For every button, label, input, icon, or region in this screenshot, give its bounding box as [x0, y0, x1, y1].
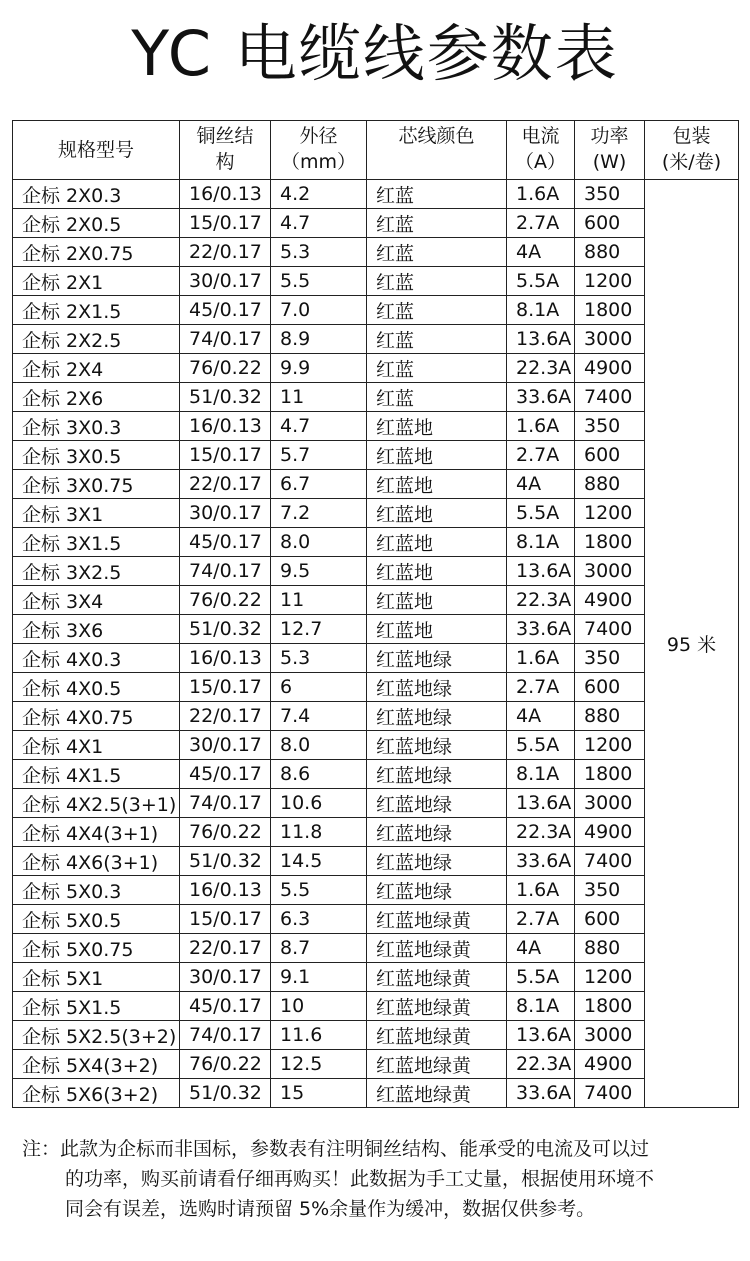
cell-wire: 76/0.22 [180, 818, 271, 847]
cell-core-color: 红蓝地绿 [367, 847, 507, 876]
cell-current: 4A [507, 470, 575, 499]
cell-core-color: 红蓝 [367, 180, 507, 209]
table-row [13, 1079, 739, 1108]
cell-current: 33.6A [507, 383, 575, 412]
table-row [13, 325, 739, 354]
cell-model: 企标 5X2.5(3+2) [13, 1021, 180, 1050]
table-row [13, 818, 739, 847]
cell-outer-diameter: 10 [271, 992, 367, 1021]
cell-model: 企标 5X1.5 [13, 992, 180, 1021]
cell-wire: 45/0.17 [180, 296, 271, 325]
cell-current: 4A [507, 238, 575, 267]
table-row [13, 267, 739, 296]
cell-wire: 16/0.13 [180, 876, 271, 905]
cell-model: 企标 4X0.5 [13, 673, 180, 702]
cell-model: 企标 3X1 [13, 499, 180, 528]
cell-power: 1200 [575, 267, 645, 296]
cell-power: 1200 [575, 499, 645, 528]
cell-core-color: 红蓝地绿 [367, 644, 507, 673]
table-row [13, 470, 739, 499]
cell-current: 13.6A [507, 325, 575, 354]
cell-power: 880 [575, 470, 645, 499]
cell-wire: 76/0.22 [180, 1050, 271, 1079]
cell-core-color: 红蓝地绿 [367, 760, 507, 789]
cell-outer-diameter: 6.3 [271, 905, 367, 934]
cell-power: 1800 [575, 528, 645, 557]
cell-outer-diameter: 5.3 [271, 644, 367, 673]
cell-outer-diameter: 4.2 [271, 180, 367, 209]
cell-wire: 45/0.17 [180, 760, 271, 789]
cell-current: 13.6A [507, 789, 575, 818]
cell-power: 880 [575, 934, 645, 963]
cell-model: 企标 4X2.5(3+1) [13, 789, 180, 818]
cell-core-color: 红蓝 [367, 296, 507, 325]
table-row [13, 296, 739, 325]
cell-core-color: 红蓝地绿 [367, 673, 507, 702]
header-row [13, 121, 739, 180]
cell-outer-diameter: 8.0 [271, 528, 367, 557]
cell-core-color: 红蓝地 [367, 470, 507, 499]
cell-current: 1.6A [507, 876, 575, 905]
cell-wire: 74/0.17 [180, 789, 271, 818]
cell-wire: 30/0.17 [180, 963, 271, 992]
cell-wire: 15/0.17 [180, 673, 271, 702]
cell-core-color: 红蓝 [367, 238, 507, 267]
cell-outer-diameter: 8.9 [271, 325, 367, 354]
table-row [13, 934, 739, 963]
table-row [13, 992, 739, 1021]
cell-model: 企标 5X0.5 [13, 905, 180, 934]
cell-wire: 76/0.22 [180, 586, 271, 615]
cell-current: 2.7A [507, 905, 575, 934]
cell-power: 1800 [575, 760, 645, 789]
cell-outer-diameter: 11 [271, 586, 367, 615]
cell-wire: 51/0.32 [180, 847, 271, 876]
cell-wire: 15/0.17 [180, 441, 271, 470]
cell-core-color: 红蓝地绿黄 [367, 1021, 507, 1050]
cell-model: 企标 3X2.5 [13, 557, 180, 586]
cell-core-color: 红蓝地 [367, 557, 507, 586]
cell-model: 企标 3X0.75 [13, 470, 180, 499]
cell-outer-diameter: 15 [271, 1079, 367, 1108]
cell-core-color: 红蓝 [367, 325, 507, 354]
cell-power: 350 [575, 644, 645, 673]
cell-outer-diameter: 9.9 [271, 354, 367, 383]
cell-outer-diameter: 7.2 [271, 499, 367, 528]
cell-current: 22.3A [507, 818, 575, 847]
cell-model: 企标 2X2.5 [13, 325, 180, 354]
cell-power: 4900 [575, 586, 645, 615]
cell-wire: 15/0.17 [180, 905, 271, 934]
cell-core-color: 红蓝地绿黄 [367, 934, 507, 963]
table-row [13, 1050, 739, 1079]
cell-core-color: 红蓝地绿 [367, 702, 507, 731]
cell-model: 企标 2X1 [13, 267, 180, 296]
cell-core-color: 红蓝地 [367, 412, 507, 441]
cell-model: 企标 2X4 [13, 354, 180, 383]
cell-wire: 16/0.13 [180, 644, 271, 673]
cell-power: 4900 [575, 1050, 645, 1079]
cell-outer-diameter: 12.5 [271, 1050, 367, 1079]
cell-outer-diameter: 4.7 [271, 209, 367, 238]
table-row [13, 702, 739, 731]
spec-table [12, 120, 739, 1108]
cell-outer-diameter: 5.5 [271, 876, 367, 905]
table-row [13, 673, 739, 702]
cell-wire: 74/0.17 [180, 325, 271, 354]
cell-current: 22.3A [507, 354, 575, 383]
table-row [13, 441, 739, 470]
cell-wire: 45/0.17 [180, 528, 271, 557]
header-current: 电流 （A） [507, 121, 575, 180]
cell-current: 5.5A [507, 267, 575, 296]
cell-current: 22.3A [507, 1050, 575, 1079]
cell-core-color: 红蓝地绿黄 [367, 905, 507, 934]
header-power: 功率 (W) [575, 121, 645, 180]
footnote-line: 注：此款为企标而非国标，参数表有注明铜丝结构、能承受的电流及可以过 [22, 1138, 650, 1160]
table-row [13, 644, 739, 673]
cell-current: 2.7A [507, 441, 575, 470]
cell-current: 33.6A [507, 847, 575, 876]
cell-outer-diameter: 8.6 [271, 760, 367, 789]
table-row [13, 383, 739, 412]
cell-model: 企标 4X4(3+1) [13, 818, 180, 847]
cell-current: 4A [507, 702, 575, 731]
cell-core-color: 红蓝 [367, 354, 507, 383]
cell-wire: 51/0.32 [180, 383, 271, 412]
table-row [13, 615, 739, 644]
cell-wire: 45/0.17 [180, 992, 271, 1021]
cell-current: 13.6A [507, 1021, 575, 1050]
cell-wire: 51/0.32 [180, 1079, 271, 1108]
cell-power: 1200 [575, 731, 645, 760]
cell-model: 企标 2X0.5 [13, 209, 180, 238]
cell-core-color: 红蓝 [367, 209, 507, 238]
table-row [13, 209, 739, 238]
cell-wire: 30/0.17 [180, 499, 271, 528]
cell-outer-diameter: 6.7 [271, 470, 367, 499]
cell-outer-diameter: 11 [271, 383, 367, 412]
table-row [13, 876, 739, 905]
cell-model: 企标 2X0.3 [13, 180, 180, 209]
cell-wire: 30/0.17 [180, 267, 271, 296]
cell-model: 企标 4X0.3 [13, 644, 180, 673]
cell-wire: 51/0.32 [180, 615, 271, 644]
table-row [13, 354, 739, 383]
cell-core-color: 红蓝地绿 [367, 818, 507, 847]
cell-wire: 22/0.17 [180, 470, 271, 499]
cell-power: 350 [575, 412, 645, 441]
table-row [13, 528, 739, 557]
cell-current: 1.6A [507, 180, 575, 209]
cell-model: 企标 3X6 [13, 615, 180, 644]
cell-core-color: 红蓝地 [367, 441, 507, 470]
cell-outer-diameter: 11.8 [271, 818, 367, 847]
cell-power: 7400 [575, 615, 645, 644]
cell-power: 3000 [575, 557, 645, 586]
footnote [22, 1134, 738, 1224]
table-row [13, 847, 739, 876]
cell-current: 8.1A [507, 528, 575, 557]
cell-core-color: 红蓝地绿黄 [367, 963, 507, 992]
cell-current: 2.7A [507, 673, 575, 702]
cell-current: 33.6A [507, 1079, 575, 1108]
cell-outer-diameter: 7.0 [271, 296, 367, 325]
cell-outer-diameter: 8.7 [271, 934, 367, 963]
cell-core-color: 红蓝地 [367, 528, 507, 557]
table-row [13, 238, 739, 267]
cell-model: 企标 3X1.5 [13, 528, 180, 557]
cell-wire: 16/0.13 [180, 412, 271, 441]
cell-outer-diameter: 11.6 [271, 1021, 367, 1050]
cell-model: 企标 3X0.5 [13, 441, 180, 470]
cell-power: 600 [575, 905, 645, 934]
table-row [13, 963, 739, 992]
table-row [13, 557, 739, 586]
cell-power: 1800 [575, 992, 645, 1021]
cell-outer-diameter: 12.7 [271, 615, 367, 644]
cell-wire: 74/0.17 [180, 1021, 271, 1050]
cell-current: 8.1A [507, 296, 575, 325]
cell-model: 企标 3X0.3 [13, 412, 180, 441]
cell-model: 企标 2X0.75 [13, 238, 180, 267]
cell-wire: 15/0.17 [180, 209, 271, 238]
cell-outer-diameter: 6 [271, 673, 367, 702]
cell-outer-diameter: 5.7 [271, 441, 367, 470]
cell-current: 5.5A [507, 499, 575, 528]
cell-outer-diameter: 5.3 [271, 238, 367, 267]
header-packaging: 包装 (米/卷) [645, 121, 739, 180]
header-outer-diameter: 外径 （mm） [271, 121, 367, 180]
cell-model: 企标 3X4 [13, 586, 180, 615]
cell-core-color: 红蓝地绿黄 [367, 1079, 507, 1108]
table-row [13, 760, 739, 789]
cell-current: 33.6A [507, 615, 575, 644]
cell-core-color: 红蓝地 [367, 499, 507, 528]
cell-power: 1800 [575, 296, 645, 325]
cell-current: 5.5A [507, 731, 575, 760]
cell-model: 企标 5X6(3+2) [13, 1079, 180, 1108]
cell-model: 企标 4X6(3+1) [13, 847, 180, 876]
cell-power: 4900 [575, 818, 645, 847]
cell-current: 2.7A [507, 209, 575, 238]
cell-power: 600 [575, 209, 645, 238]
table-row [13, 412, 739, 441]
cell-current: 22.3A [507, 586, 575, 615]
cell-outer-diameter: 10.6 [271, 789, 367, 818]
cell-core-color: 红蓝 [367, 267, 507, 296]
cell-packaging: 95 米 [645, 180, 739, 1108]
cell-current: 8.1A [507, 760, 575, 789]
cell-wire: 22/0.17 [180, 238, 271, 267]
cell-current: 1.6A [507, 644, 575, 673]
cell-model: 企标 5X0.75 [13, 934, 180, 963]
cell-model: 企标 5X1 [13, 963, 180, 992]
cell-power: 3000 [575, 325, 645, 354]
cell-outer-diameter: 4.7 [271, 412, 367, 441]
footnote-line: 的功率，购买前请看仔细再购买！此数据为手工丈量，根据使用环境不 [65, 1168, 655, 1190]
cell-current: 4A [507, 934, 575, 963]
cell-core-color: 红蓝地 [367, 586, 507, 615]
cell-core-color: 红蓝地绿 [367, 876, 507, 905]
header-model: 规格型号 [13, 121, 180, 180]
cell-power: 600 [575, 441, 645, 470]
table-body [13, 180, 739, 1108]
cell-core-color: 红蓝地绿 [367, 789, 507, 818]
table-row [13, 586, 739, 615]
cell-wire: 76/0.22 [180, 354, 271, 383]
cell-power: 350 [575, 876, 645, 905]
cell-wire: 30/0.17 [180, 731, 271, 760]
cell-core-color: 红蓝地绿黄 [367, 1050, 507, 1079]
table-row [13, 905, 739, 934]
cell-model: 企标 5X4(3+2) [13, 1050, 180, 1079]
cell-model: 企标 4X1 [13, 731, 180, 760]
table-row [13, 731, 739, 760]
cell-power: 1200 [575, 963, 645, 992]
cell-power: 600 [575, 673, 645, 702]
cell-model: 企标 4X1.5 [13, 760, 180, 789]
cell-wire: 16/0.13 [180, 180, 271, 209]
cell-current: 13.6A [507, 557, 575, 586]
header-wire: 铜丝结 构 [180, 121, 271, 180]
cell-core-color: 红蓝地绿黄 [367, 992, 507, 1021]
table-row [13, 499, 739, 528]
cell-current: 5.5A [507, 963, 575, 992]
cell-outer-diameter: 9.1 [271, 963, 367, 992]
cell-power: 7400 [575, 847, 645, 876]
cell-current: 1.6A [507, 412, 575, 441]
cell-core-color: 红蓝 [367, 383, 507, 412]
footnote-line: 同会有误差，选购时请预留 5%余量作为缓冲，数据仅供参考。 [65, 1198, 596, 1220]
cell-core-color: 红蓝地绿 [367, 731, 507, 760]
cell-wire: 22/0.17 [180, 934, 271, 963]
cell-outer-diameter: 8.0 [271, 731, 367, 760]
cell-power: 3000 [575, 789, 645, 818]
cell-model: 企标 5X0.3 [13, 876, 180, 905]
cell-power: 880 [575, 238, 645, 267]
cell-outer-diameter: 9.5 [271, 557, 367, 586]
cell-current: 8.1A [507, 992, 575, 1021]
cell-model: 企标 4X0.75 [13, 702, 180, 731]
cell-power: 4900 [575, 354, 645, 383]
cell-core-color: 红蓝地 [367, 615, 507, 644]
cell-wire: 22/0.17 [180, 702, 271, 731]
cell-power: 880 [575, 702, 645, 731]
cell-power: 7400 [575, 1079, 645, 1108]
cell-model: 企标 2X1.5 [13, 296, 180, 325]
cell-power: 3000 [575, 1021, 645, 1050]
cell-outer-diameter: 7.4 [271, 702, 367, 731]
page-title: YC 电缆线参数表 [131, 17, 619, 90]
cell-power: 7400 [575, 383, 645, 412]
cell-wire: 74/0.17 [180, 557, 271, 586]
header-core-color: 芯线颜色 [367, 121, 507, 180]
table-row [13, 789, 739, 818]
cell-model: 企标 2X6 [13, 383, 180, 412]
table-row [13, 1021, 739, 1050]
cell-outer-diameter: 14.5 [271, 847, 367, 876]
cell-power: 350 [575, 180, 645, 209]
cell-outer-diameter: 5.5 [271, 267, 367, 296]
table-row [13, 180, 739, 209]
